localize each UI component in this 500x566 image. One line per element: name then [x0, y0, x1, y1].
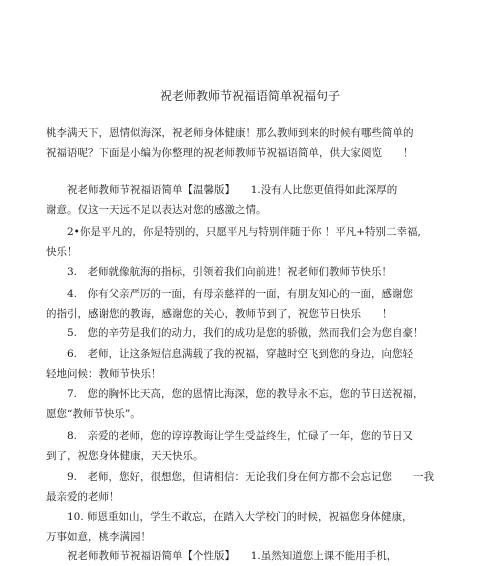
paragraph-4	[46, 284, 466, 324]
text-line: 桃李满天下，恩情似海深，祝老师身体健康！那么教师到来的时候有哪些简单的	[46, 127, 414, 139]
paragraph-9	[46, 467, 466, 507]
text-line: 6. 老师，让这条短信息满载了我的祝福，穿越时空飞到您的身边，向您轻	[67, 348, 414, 360]
paragraph-8	[46, 426, 466, 466]
text-line: 愿您“教师节快乐”。	[46, 408, 141, 420]
text-line: 到了，祝您身体健康，天天快乐。	[46, 450, 204, 462]
text-line: 轻地问候：教师节快乐！	[46, 368, 162, 380]
text-line: 5. 您的辛劳是我们的动力，我们的成功是您的骄傲，然而我们会为您自豪！	[67, 327, 424, 339]
intro-paragraph	[46, 123, 466, 163]
paragraph-7	[46, 384, 466, 424]
paragraph-1	[46, 180, 466, 220]
text-line: 祝老师教师节祝福语简单【温馨版】 1.没有人比您更值得如此深厚的	[67, 184, 398, 196]
text-line: 10. 师恩重如山，学生不敢忘，在踏入大学校门的时候，祝福您身体健康，	[67, 511, 413, 523]
text-line: 祝老师教师节祝福语简单【个性版】 1.虽然知道您上课不能用手机，	[67, 550, 398, 562]
text-line: 3. 老师就像航海的指标，引领着我们向前进！祝老师们教师节快乐！	[67, 266, 393, 278]
page-title: 祝老师教师节祝福语简单祝福句子	[159, 89, 340, 103]
paragraph-2	[46, 222, 466, 262]
paragraph-11	[46, 546, 466, 566]
text-line: 谢意。仅这一天远不足以表达对您的感激之情。	[46, 204, 267, 216]
paragraph-6	[46, 344, 466, 384]
paragraph-10	[46, 507, 466, 547]
text-line: 最亲爱的老师！	[46, 491, 120, 503]
paragraph-3	[46, 262, 466, 282]
text-line: 快乐！	[46, 246, 78, 258]
text-line: 4. 你有父亲严厉的一面，有母亲慈祥的一面，有朋友知心的一面，感谢您	[67, 288, 414, 300]
text-line: 祝福语呢？下面是小编为你整理的祝老师教师节祝福语简单，供大家阅览 ！	[46, 147, 414, 159]
paragraph-5	[46, 323, 466, 343]
text-line: 8. 亲爱的老师，您的谆谆教诲让学生受益终生，忙碌了一年，您的节日又	[67, 430, 414, 442]
text-line: 万事如意，桃李满园！	[46, 531, 151, 543]
text-line: 2•你是平凡的，你是特别的，只愿平凡与特别伴随于你 ！平凡+特别二幸福,	[67, 226, 421, 238]
text-line: 9. 老师，您好，很想您，但请相信：无论我们身在何方都不会忘记您 一我	[67, 471, 435, 483]
text-line: 的指引，感谢您的教诲，感谢您的关心，教师节到了，祝您节日快乐 ！	[46, 308, 393, 320]
text-line: 7. 您的胸怀比天高，您的恩情比海深，您的教导永不忘，您的节日送祝福，	[67, 388, 424, 400]
